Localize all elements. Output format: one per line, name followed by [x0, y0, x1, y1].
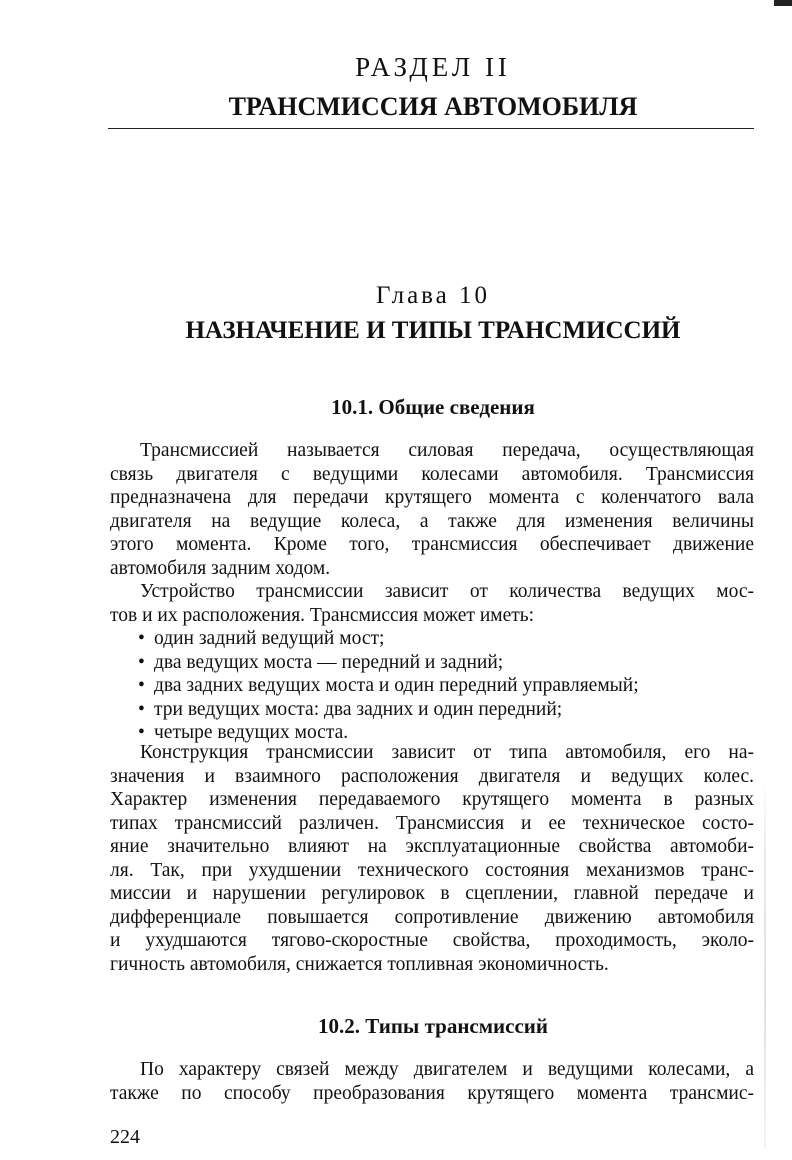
paragraph-definition [110, 439, 754, 580]
text-line: гичность автомобиля, снижается топливная экономичность. [110, 953, 609, 975]
text-line: предназначена для передачи крутящего момента с коленчатого вала [110, 487, 754, 508]
list-item-text: два ведущих моста — передний и задний; [154, 651, 504, 673]
bullet-icon: • [138, 628, 145, 649]
text-line: значения и взаимного расположения двигателя и ведущих колес. [110, 765, 754, 787]
text-line: миссии и нарушении регулировок в сцеплении, главной передаче и [110, 883, 754, 904]
list-item [110, 627, 754, 651]
text-line: также по способу преобразования крутящего момента трансмис- [110, 1082, 754, 1104]
scan-corner-mark [774, 0, 792, 6]
text-line: связь двигателя с ведущими колесами автомобиля. Трансмиссия [110, 463, 754, 485]
paragraph-types [110, 1058, 754, 1105]
text-line: яние значительно влияют на эксплуатационные свойства автомоби- [110, 836, 754, 857]
paragraph-construction [110, 741, 754, 976]
list-item [110, 651, 754, 675]
text-line: и ухудшаются тягово-скоростные свойства, проходимость, эколо- [110, 930, 754, 951]
section-label: РАЗДЕЛ II [355, 52, 511, 82]
section-title: ТРАНСМИССИЯ АВТОМОБИЛЯ [228, 92, 638, 121]
bullet-icon: • [138, 675, 145, 696]
bullet-icon: • [138, 722, 145, 743]
list-item-text: два задних ведущих моста и один передний управляемый; [154, 675, 639, 696]
chapter-label: Глава 10 [376, 282, 490, 309]
text-line: По характеру связей между двигателем и ведущими колесами, а [140, 1059, 754, 1080]
chapter-title: НАЗНАЧЕНИЕ И ТИПЫ ТРАНСМИССИЙ [185, 317, 681, 344]
text-line: автомобиля задним ходом. [110, 557, 331, 579]
list-item-text: один задний ведущий мост; [154, 628, 385, 649]
subsection-heading-types: 10.2. Типы трансмиссий [318, 1014, 548, 1038]
bullet-icon: • [138, 698, 145, 720]
paragraph-structure [110, 580, 754, 745]
text-line: Характер изменения передаваемого крутящего момента в разных [110, 789, 754, 810]
text-line: Конструкция трансмиссии зависит от типа автомобиля, его на- [140, 742, 754, 763]
page-number: 224 [110, 1126, 140, 1148]
section-divider [108, 128, 754, 129]
text-line: типах трансмиссий различен. Трансмиссия и ее техническое состо- [110, 812, 754, 834]
subsection-heading-general: 10.1. Общие сведения [331, 395, 535, 419]
bullet-icon: • [138, 651, 145, 673]
text-line: Трансмиссией называется силовая передача, осуществляющая [140, 440, 754, 461]
text-line: ля. Так, при ухудшении технического состояния механизмов транс- [110, 859, 754, 881]
page-edge-shadow [764, 780, 766, 1150]
text-line: тов и их расположения. Трансмиссия может иметь: [110, 604, 535, 626]
list-item-text: четыре ведущих моста. [154, 722, 349, 743]
list-item [110, 674, 754, 698]
list-item-text: три ведущих моста: два задних и один передний; [154, 698, 563, 720]
text-line: этого момента. Кроме того, трансмиссия обеспечивает движение [110, 534, 754, 555]
text-line: двигателя на ведущие колеса, а также для изменения величины [110, 510, 754, 532]
text-line: Устройство трансмиссии зависит от количества ведущих мос- [140, 581, 754, 602]
list-item [110, 698, 754, 722]
text-line: дифференциале повышается сопротивление движению автомобиля [110, 906, 754, 928]
